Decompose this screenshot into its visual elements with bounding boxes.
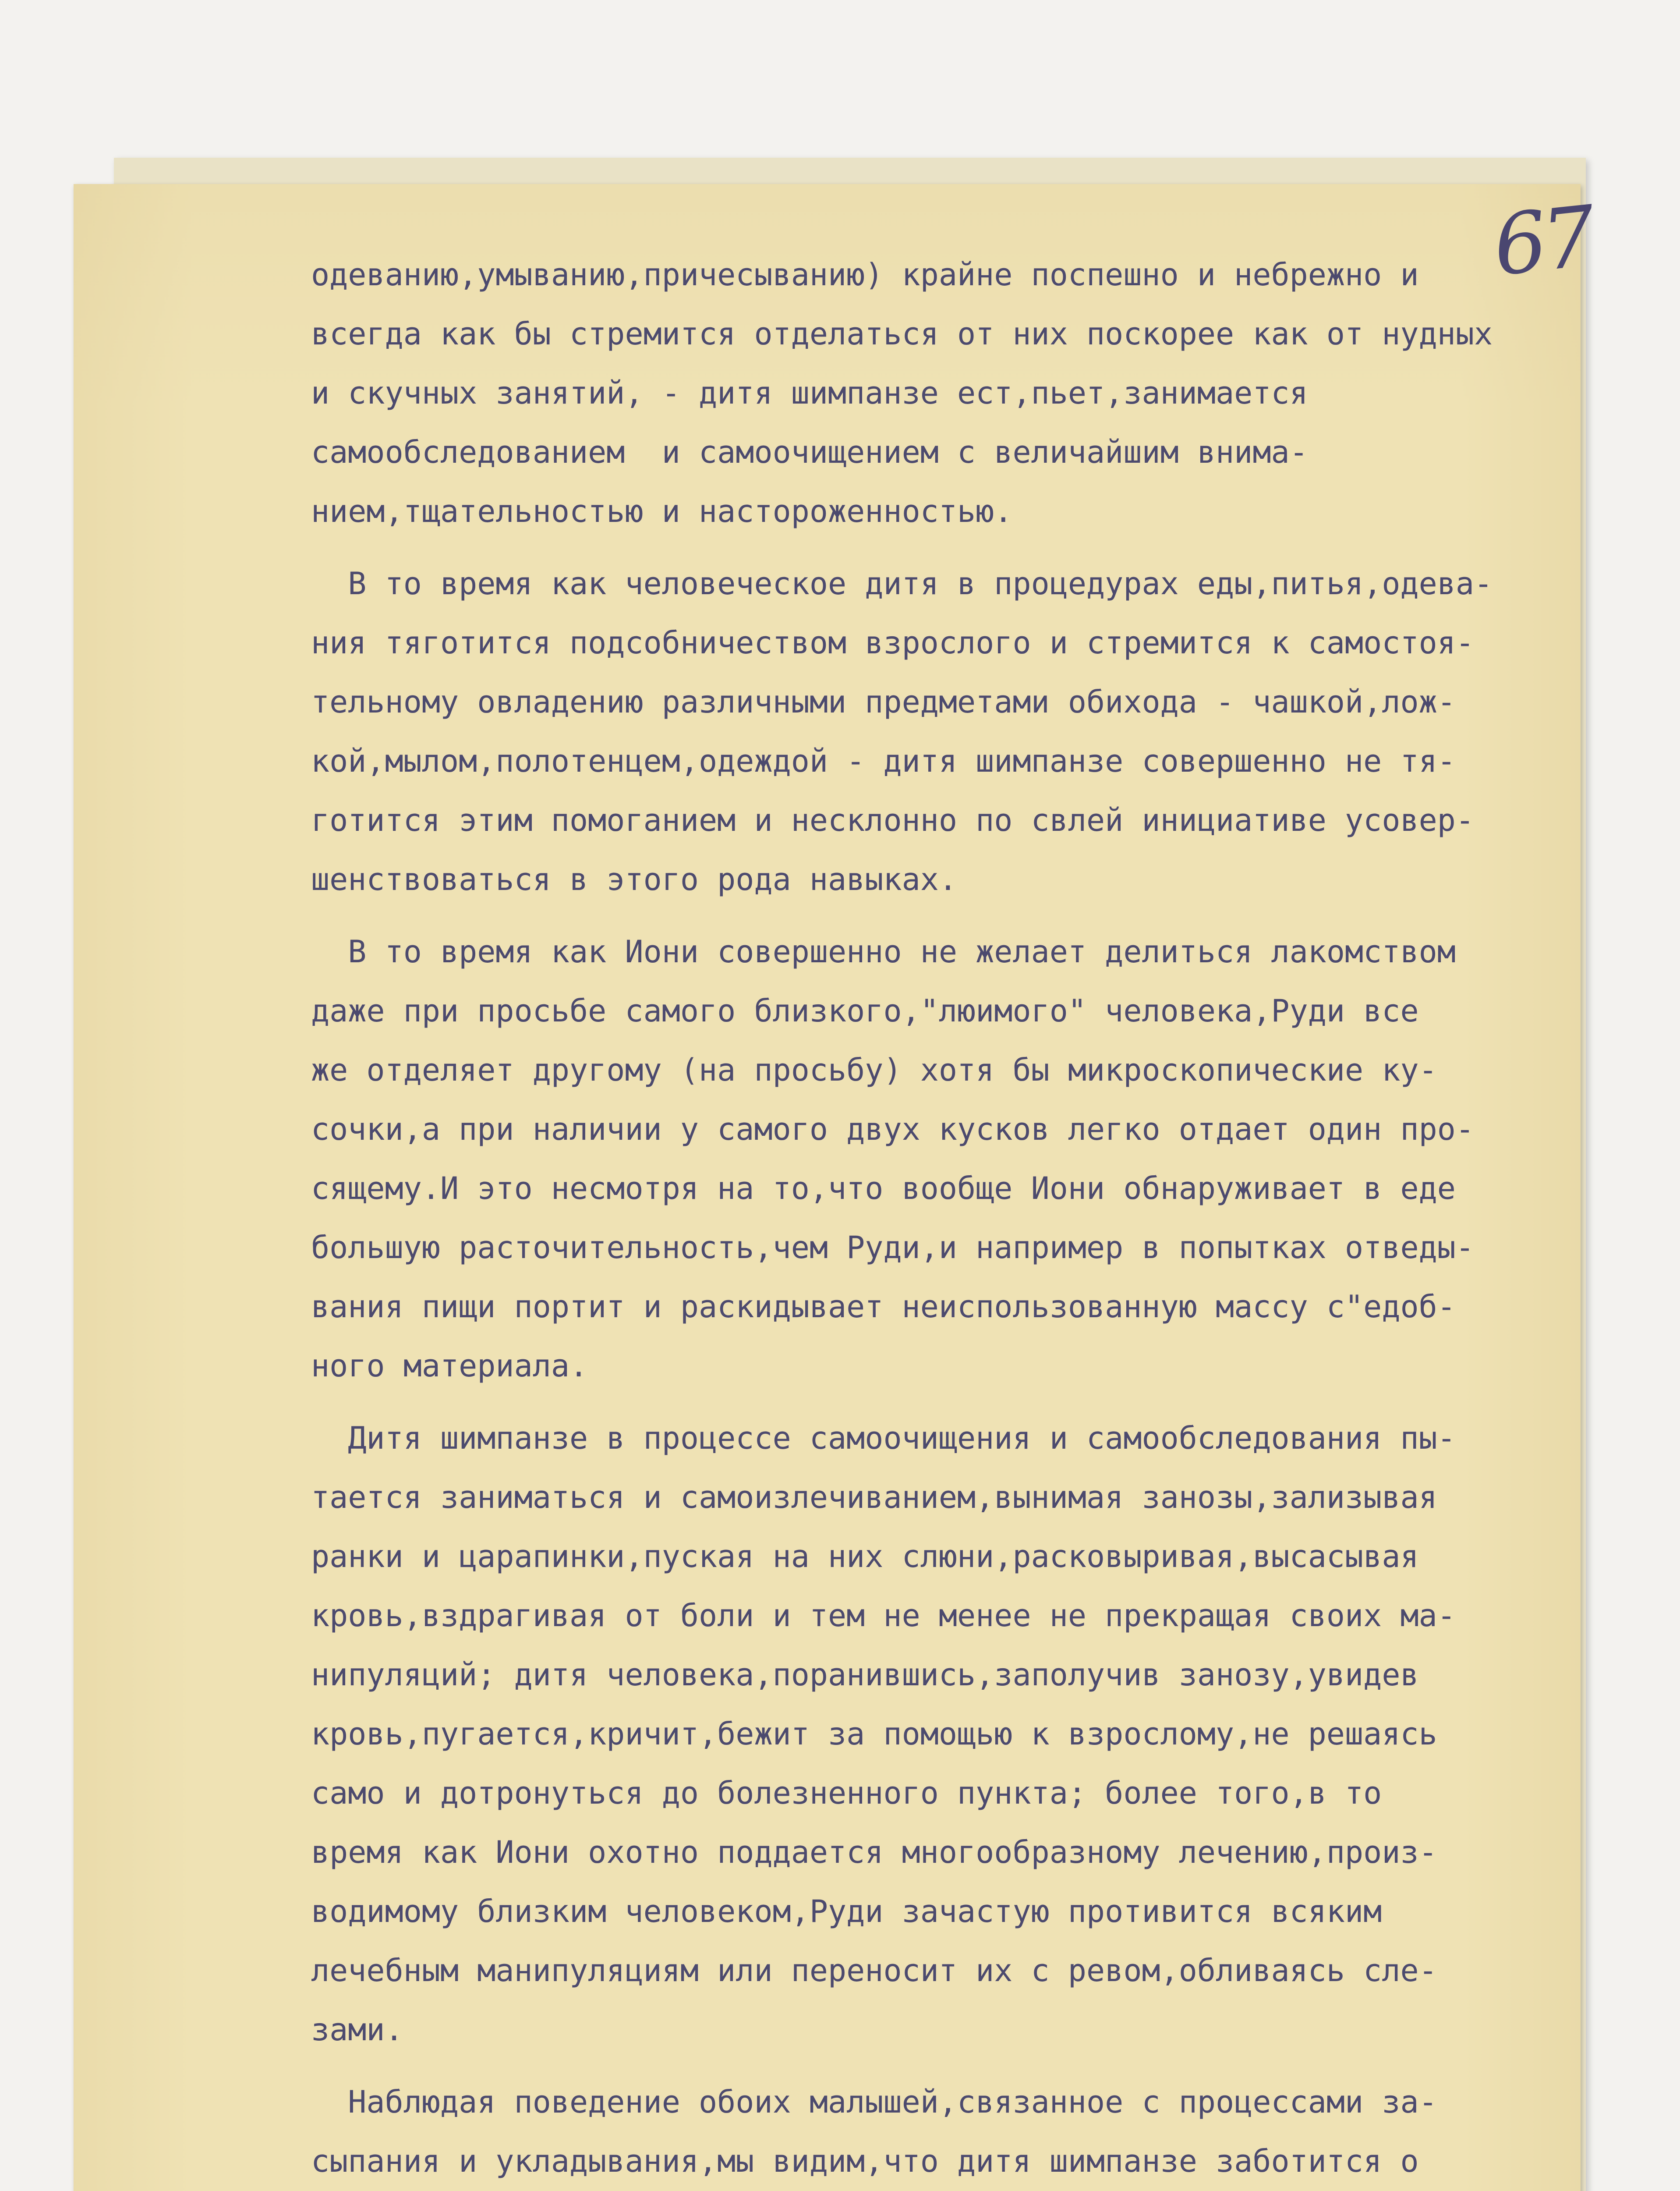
- text-line: ранки и царапинки,пуская на них слюни,расковыривая,высасывая: [311, 1539, 1419, 1574]
- text-line: водимому близким человеком,Руди зачастую противится всяким: [311, 1893, 1382, 1929]
- text-line: готится этим помоганием и несклонно по свлей инициативе усовер-: [311, 802, 1475, 838]
- text-line: нипуляций; дитя человека,поранившись,заполучив занозу,увидев: [311, 1657, 1419, 1693]
- text-line: само и дотронуться до болезненного пункта; более того,в то: [311, 1775, 1382, 1811]
- text-line: В то время как человеческое дитя в процедурах еды,питья,одева-: [311, 566, 1493, 602]
- text-line: кой,мылом,полотенцем,одеждой - дитя шимпанзе совершенно не тя-: [311, 743, 1456, 779]
- text-line: зами.: [311, 2012, 403, 2048]
- paragraph-gap: [311, 541, 1546, 554]
- text-line: же отделяет другому (на просьбу) хотя бы микроскопические ку-: [311, 1052, 1437, 1088]
- text-line: шенствоваться в этого рода навыках.: [311, 862, 958, 897]
- paragraph-gap: [311, 909, 1546, 922]
- folio-number: 67: [1489, 188, 1596, 294]
- text-line: и скучных занятий, - дитя шимпанзе ест,пьет,занимается: [311, 375, 1308, 411]
- text-line: ния тяготится подсобничеством взрослого и стремится к самостоя-: [311, 625, 1475, 661]
- page-text: [311, 245, 1546, 2191]
- text-line: нием,тщательностью и настороженностью.: [311, 493, 1013, 529]
- text-line: лечебным манипуляциям или переносит их с ревом,обливаясь сле-: [311, 1953, 1437, 1989]
- text-line: время как Иони охотно поддается многообразному лечению,произ-: [311, 1834, 1437, 1870]
- text-line: ного материала.: [311, 1348, 588, 1384]
- text-line: сящему.И это несмотря на то,что вообще Иони обнаруживает в еде: [311, 1170, 1456, 1206]
- text-line: даже при просьбе самого близкого,"люимого" человека,Руди все: [311, 993, 1419, 1029]
- paragraph-gap: [311, 1396, 1546, 1409]
- text-line: Дитя шимпанзе в процессе самоочищения и самообследования пы-: [311, 1420, 1456, 1456]
- text-line: Наблюдая поведение обоих малышей,связанное с процессами за-: [311, 2084, 1437, 2120]
- paragraph-gap: [311, 2060, 1546, 2073]
- paragraph-5: [311, 2073, 1546, 2191]
- text-line: самообследованием и самоочищением с величайшим внима-: [311, 434, 1308, 470]
- paragraph-1: [311, 245, 1546, 541]
- text-line: тельному овладению различными предметами обихода - чашкой,лож-: [311, 684, 1456, 720]
- paragraph-3: [311, 922, 1546, 1396]
- text-line: сочки,а при наличии у самого двух кусков легко отдает один про-: [311, 1111, 1475, 1147]
- text-line: кровь,пугается,кричит,бежит за помощью к взрослому,не решаясь: [311, 1716, 1437, 1752]
- paragraph-2: [311, 554, 1546, 909]
- text-line: всегда как бы стремится отделаться от них поскорее как от нудных: [311, 316, 1493, 352]
- paragraph-4: [311, 1409, 1546, 2060]
- text-line: В то время как Иони совершенно не желает делиться лакомством: [311, 934, 1456, 970]
- text-line: кровь,вздрагивая от боли и тем не менее не прекращая своих ма-: [311, 1598, 1456, 1634]
- text-line: сыпания и укладывания,мы видим,что дитя шимпанзе заботится о: [311, 2143, 1419, 2179]
- text-line: вания пищи портит и раскидывает неиспользованную массу с"едоб-: [311, 1289, 1456, 1325]
- text-line: тается заниматься и самоизлечиванием,вынимая занозы,зализывая: [311, 1479, 1437, 1515]
- text-line: большую расточительность,чем Руди,и например в попытках отведы-: [311, 1230, 1475, 1266]
- text-line: одеванию,умыванию,причесыванию) крайне поспешно и небрежно и: [311, 257, 1419, 293]
